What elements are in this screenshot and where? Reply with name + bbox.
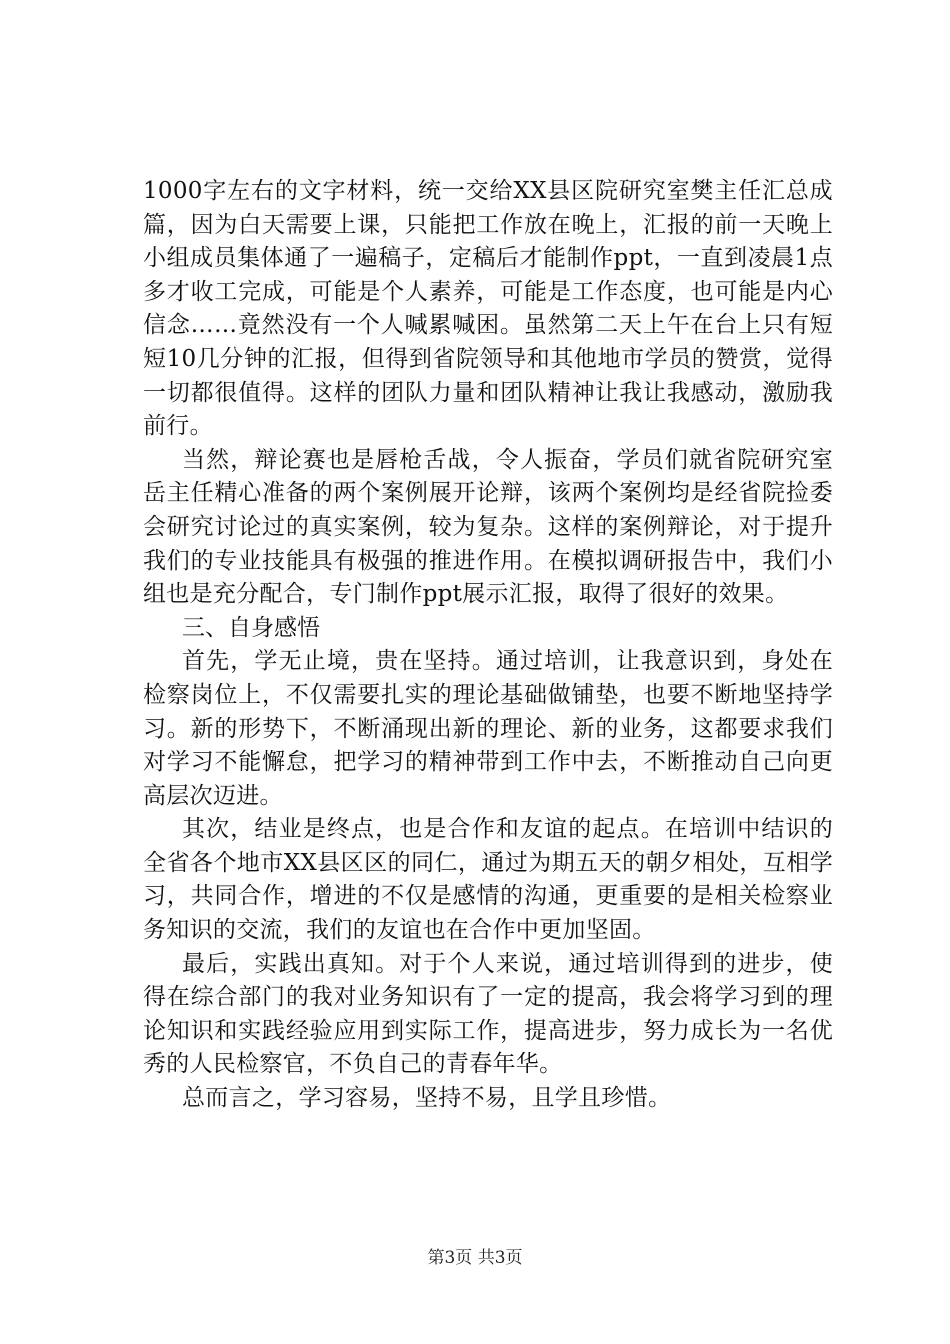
paragraph-second: 其次，结业是终点，也是合作和友谊的起点。在培训中结识的全省各个地市XX县区区的同仁，通过为期五天的朝夕相处，互相学习，共同合作，增进的不仅是感情的沟通，更重要的是相关检察业务知识的交流，我们的友谊也在合作中更加坚固。: [143, 816, 833, 944]
section-heading: 三、自身感悟: [182, 614, 320, 641]
paragraph-first: 首先，学无止境，贵在坚持。通过培训，让我意识到，身处在检察岗位上，不仅需要扎实的理论基础做铺垫，也要不断地坚持学习。新的形势下，不断涌现出新的理论、新的业务，这都要求我们对学习不能懈怠，把学习的精神带到工作中去，不断推动自己向更高层次迈进。: [143, 648, 833, 809]
paragraph-debate: 当然，辩论赛也是唇枪舌战，令人振奋，学员们就省院研究室岳主任精心准备的两个案例展开论辩，该两个案例均是经省院捡委会研究讨论过的真实案例，较为复杂。这样的案例辩论，对于提升我们的专业技能具有极强的推进作用。在模拟调研报告中，我们小组也是充分配合，专门制作ppt展示汇报，取得了很好的效果。: [143, 446, 833, 608]
document-body: [143, 175, 833, 1116]
paragraph-last: 最后，实践出真知。对于个人来说，通过培训得到的进步，使得在综合部门的我对业务知识有了一定的提高，我会将学习到的理论知识和实践经验应用到实际工作，提高进步，努力成长为一名优秀的人民检察官，不负自己的青春年华。: [143, 950, 833, 1078]
page-footer: 第3页 共3页: [427, 1248, 523, 1268]
paragraph-conclusion: 总而言之，学习容易，坚持不易，且学且珍惜。: [182, 1085, 672, 1112]
paragraph-continued: 1000字左右的文字材料，统一交给XX县区院研究室樊主任汇总成篇，因为白天需要上课，只能把工作放在晚上，汇报的前一天晚上小组成员集体通了一遍稿子，定稿后才能制作ppt，一直到凌晨1点多才收工完成，可能是个人素养，可能是工作态度，也可能是内心信念……竟然没有一个人喊累喊困。虽然第二天上午在台上只有短短10几分钟的汇报，但得到省院领导和其他地市学员的赞赏，觉得一切都很值得。这样的团队力量和团队精神让我让我感动，激励我前行。: [143, 178, 833, 440]
